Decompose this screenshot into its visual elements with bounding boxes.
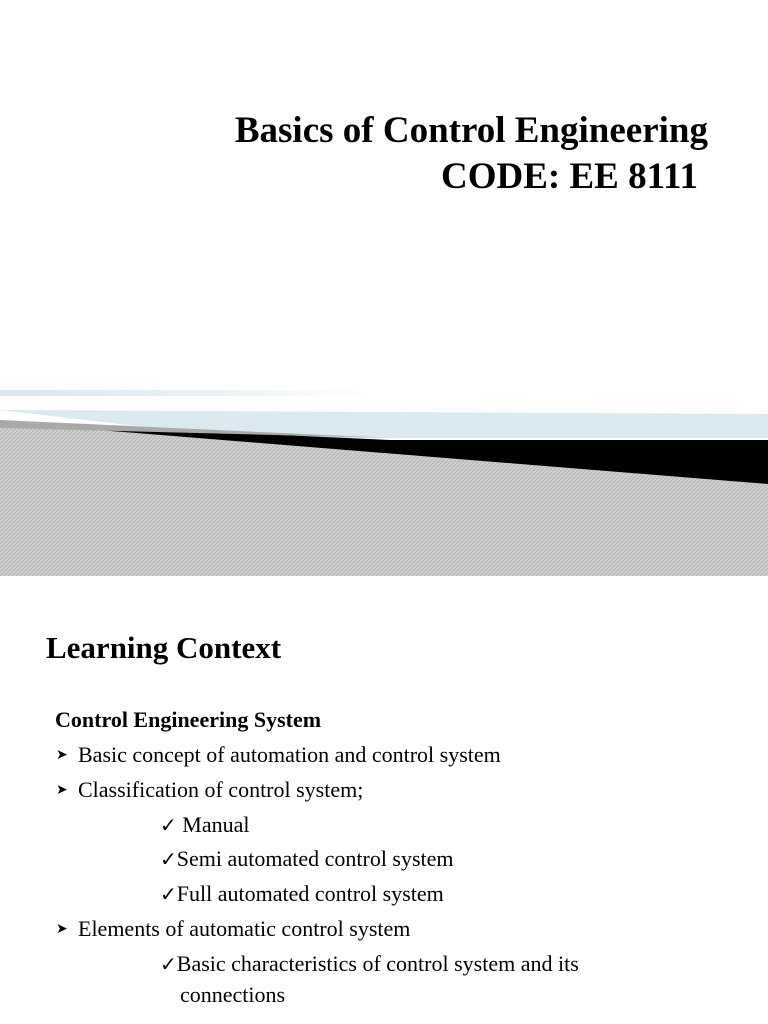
- section-subheading: Control Engineering System: [55, 707, 322, 732]
- learning-context-slide: [0, 576, 768, 1024]
- check-icon: ✓: [160, 815, 177, 837]
- course-code: CODE: EE 8111: [441, 156, 698, 197]
- slide-heading: Learning Context: [46, 630, 282, 665]
- list-item-continuation: connections: [180, 982, 286, 1007]
- list-item: ✓ Manual: [160, 810, 249, 841]
- list-item: ➤ Classification of control system;: [56, 775, 363, 806]
- check-icon: ✓: [160, 954, 177, 976]
- arrow-bullet-icon: ➤: [56, 922, 68, 937]
- list-item: ✓Basic characteristics of control system and its: [160, 949, 579, 980]
- list-item: ➤ Basic concept of automation and control system: [56, 740, 501, 771]
- check-icon: ✓: [160, 884, 177, 906]
- arrow-bullet-icon: ➤: [56, 783, 68, 798]
- check-icon: ✓: [160, 849, 177, 871]
- accent-line: [0, 390, 380, 396]
- list-item: ✓Full automated control system: [160, 879, 444, 910]
- arrow-bullet-icon: ➤: [56, 748, 68, 763]
- decorative-banner: [0, 380, 768, 576]
- list-item: ➤ Elements of automatic control system: [56, 914, 410, 945]
- list-item: ✓Semi automated control system: [160, 844, 454, 875]
- slide-title: Basics of Control Engineering: [234, 110, 708, 151]
- title-block: [235, 108, 708, 200]
